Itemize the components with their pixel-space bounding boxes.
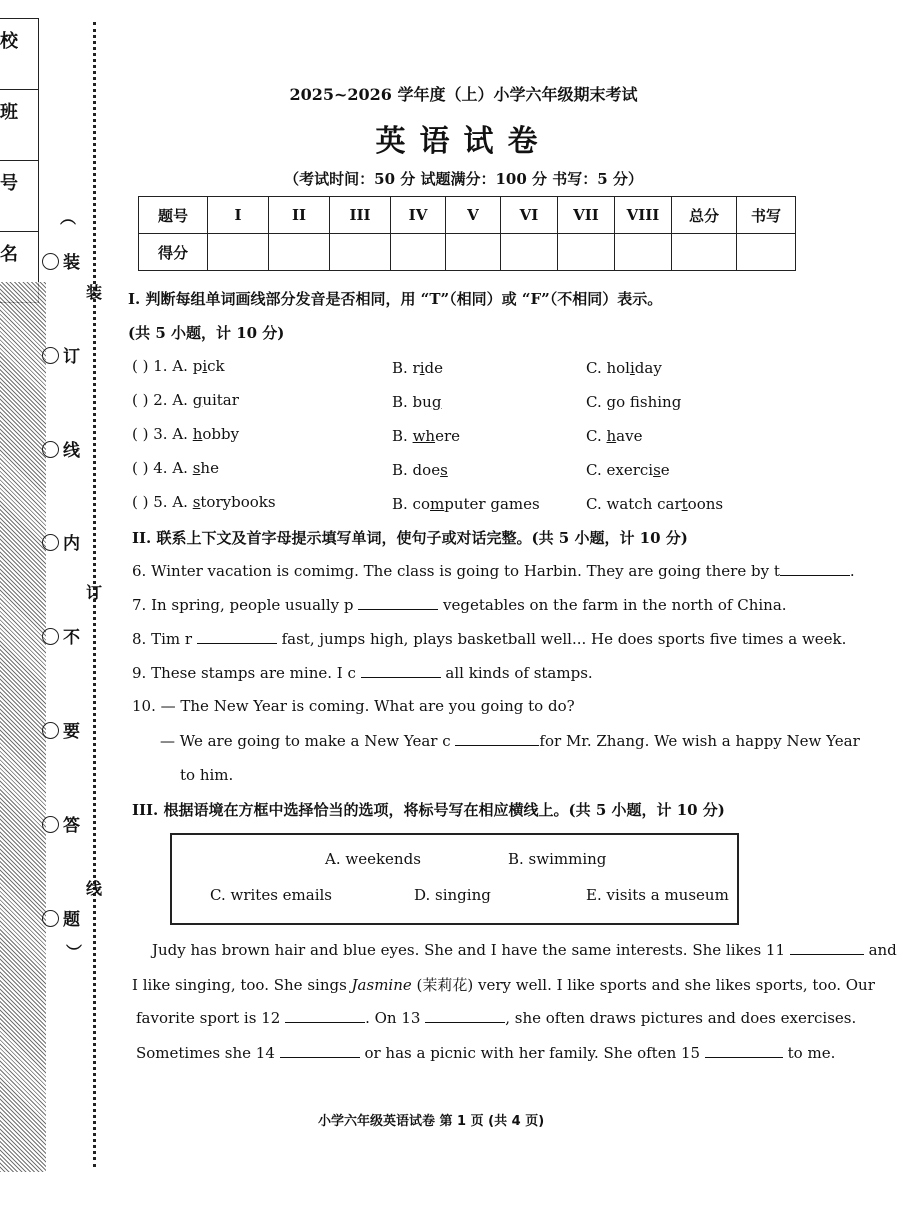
binding-mark-8: 题 xyxy=(42,905,80,930)
question-4-option-b: B. does xyxy=(392,461,448,479)
number-field[interactable]: 号 xyxy=(0,161,38,232)
option-e: E. visits a museum xyxy=(586,886,729,904)
question-number: ( ) 5. A. xyxy=(132,493,193,511)
word-a: p xyxy=(192,357,203,375)
question-1 xyxy=(132,357,225,375)
binding-mark-2: 订 xyxy=(42,342,80,367)
score-header-cell: II xyxy=(269,197,330,234)
underlined-letters: i xyxy=(202,357,208,375)
question-3-option-b: B. where xyxy=(392,427,460,445)
answer-blank[interactable] xyxy=(455,731,539,746)
question-4 xyxy=(132,459,219,477)
option-c: C. writes emails xyxy=(210,886,332,904)
options-box xyxy=(170,833,739,925)
score-row-label: 得分 xyxy=(139,234,208,271)
binding-hatch-pattern xyxy=(0,282,46,1172)
exam-title: 英语试卷 xyxy=(375,124,552,159)
question-5-option-b: B. computer games xyxy=(392,495,540,513)
question-3-option-c: C. have xyxy=(586,427,643,445)
question-3 xyxy=(132,425,239,443)
section3-heading: III. 根据语境在方框中选择恰当的选项，将标号写在相应横线上。(共 5 小题，计 10 分) xyxy=(132,801,725,819)
score-header-cell: VII xyxy=(558,197,615,234)
word-a: obby xyxy=(202,425,240,443)
score-header-cell: 题号 xyxy=(139,197,208,234)
passage-line-4: Sometimes she 14 or has a picnic with her family. She often 15 to me. xyxy=(136,1044,836,1062)
binding-mark-5: 不 xyxy=(42,623,80,648)
question-8: 8. Tim r fast, jumps high, plays basketball well... He does sports five times a week. xyxy=(132,630,847,648)
score-cell[interactable] xyxy=(269,234,330,271)
underlined-letters: h xyxy=(192,425,203,443)
score-cell[interactable] xyxy=(446,234,501,271)
question-4-option-c: C. exercise xyxy=(586,461,670,479)
answer-blank[interactable] xyxy=(197,629,277,644)
answer-blank-15[interactable] xyxy=(705,1043,783,1058)
vertical-char-zhuang: 装 xyxy=(86,283,103,302)
school-year-title: 2025~2026 学年度（上）小学六年级期末考试 xyxy=(289,85,638,104)
section1-subheading: (共 5 小题，计 10 分) xyxy=(128,324,285,342)
question-10-reply-cont: to him. xyxy=(180,766,234,784)
score-table-header-row xyxy=(139,197,796,234)
word-a: he xyxy=(200,459,219,477)
paren-open: ︵ xyxy=(60,208,77,227)
answer-blank-13[interactable] xyxy=(425,1008,505,1023)
score-cell[interactable] xyxy=(330,234,391,271)
score-header-cell: VI xyxy=(501,197,558,234)
word-a: torybooks xyxy=(200,493,276,511)
question-7: 7. In spring, people usually p vegetables on the farm in the north of China. xyxy=(132,596,787,614)
class-field[interactable]: 班 xyxy=(0,90,38,161)
option-b: B. swimming xyxy=(508,850,607,868)
score-cell[interactable] xyxy=(391,234,446,271)
word-a: ck xyxy=(207,357,225,375)
score-table xyxy=(138,196,796,271)
score-header-cell: I xyxy=(208,197,269,234)
question-number: ( ) 4. A. xyxy=(132,459,193,477)
question-6: 6. Winter vacation is comimg. The class is going to Harbin. They are going there by t . xyxy=(132,562,855,580)
vertical-char-xian: 线 xyxy=(86,879,103,898)
passage-line-2: I like singing, too. She sings Jasmine (茉莉花) very well. I like sports and she likes sports, too. Our xyxy=(132,976,875,994)
answer-blank[interactable] xyxy=(358,595,438,610)
question-5 xyxy=(132,493,276,511)
page-footer: 小学六年级英语试卷 第 1 页 (共 4 页) xyxy=(318,1114,545,1129)
answer-blank[interactable] xyxy=(361,663,441,678)
score-cell[interactable] xyxy=(737,234,796,271)
score-header-cell: VIII xyxy=(615,197,672,234)
binding-mark-3: 线 xyxy=(42,436,80,461)
option-a: A. weekends xyxy=(325,850,421,868)
answer-blank[interactable] xyxy=(780,561,850,576)
name-field[interactable]: 名 xyxy=(0,244,18,265)
score-header-cell: III xyxy=(330,197,391,234)
section1-heading: I. 判断每组单词画线部分发音是否相同，用 “T”（相同）或 “F”（不相同）表示。 xyxy=(128,290,663,308)
student-info-box xyxy=(0,18,39,303)
question-1-option-c: C. holiday xyxy=(586,359,662,377)
exam-info: （考试时间：50 分 试题满分：100 分 书写：5 分） xyxy=(284,170,643,188)
score-header-cell: 书写 xyxy=(737,197,796,234)
underlined-letters: s xyxy=(192,493,201,511)
answer-blank-11[interactable] xyxy=(790,940,864,955)
binding-mark-4: 内 xyxy=(42,529,80,554)
question-2 xyxy=(132,391,239,409)
question-number: ( ) 1. A. xyxy=(132,357,193,375)
word-a: uitar xyxy=(202,391,239,409)
option-d: D. singing xyxy=(414,886,491,904)
question-2-option-b: B. bug xyxy=(392,393,442,411)
question-1-option-b: B. ride xyxy=(392,359,444,377)
question-10-reply: — We are going to make a New Year c for Mr. Zhang. We wish a happy New Year xyxy=(160,732,860,750)
question-number: ( ) 2. A. xyxy=(132,391,193,409)
score-cell[interactable] xyxy=(208,234,269,271)
passage-line-3: favorite sport is 12 . On 13 , she often draws pictures and does exercises. xyxy=(136,1009,857,1027)
underlined-letters: g xyxy=(192,391,203,409)
passage-line-1: Judy has brown hair and blue eyes. She and I have the same interests. She likes 11 and xyxy=(152,941,897,959)
score-header-cell: 总分 xyxy=(672,197,737,234)
binding-mark-6: 要 xyxy=(42,717,80,742)
section2-heading: II. 联系上下文及首字母提示填写单词，使句子或对话完整。(共 5 小题，计 10 分) xyxy=(132,529,688,547)
score-header-cell: V xyxy=(446,197,501,234)
vertical-char-ding: 订 xyxy=(86,583,103,602)
question-9: 9. These stamps are mine. I c all kinds of stamps. xyxy=(132,664,593,682)
school-field[interactable]: 校 xyxy=(0,19,38,90)
question-5-option-c: C. watch cartoons xyxy=(586,495,724,513)
binding-mark-1: 装 xyxy=(42,248,80,273)
score-header-cell: IV xyxy=(391,197,446,234)
score-table-score-row xyxy=(139,234,796,271)
score-cell[interactable] xyxy=(501,234,558,271)
question-number: ( ) 3. A. xyxy=(132,425,193,443)
answer-blank-12[interactable] xyxy=(285,1008,365,1023)
paren-close: ︶ xyxy=(66,943,83,962)
score-cell[interactable] xyxy=(615,234,672,271)
question-2-option-c: C. go fishing xyxy=(586,393,682,411)
score-cell[interactable] xyxy=(672,234,737,271)
binding-mark-7: 答 xyxy=(42,811,80,836)
underlined-letters: s xyxy=(192,459,201,477)
question-10: 10. — The New Year is coming. What are you going to do? xyxy=(132,697,575,715)
score-cell[interactable] xyxy=(558,234,615,271)
answer-blank-14[interactable] xyxy=(280,1043,360,1058)
